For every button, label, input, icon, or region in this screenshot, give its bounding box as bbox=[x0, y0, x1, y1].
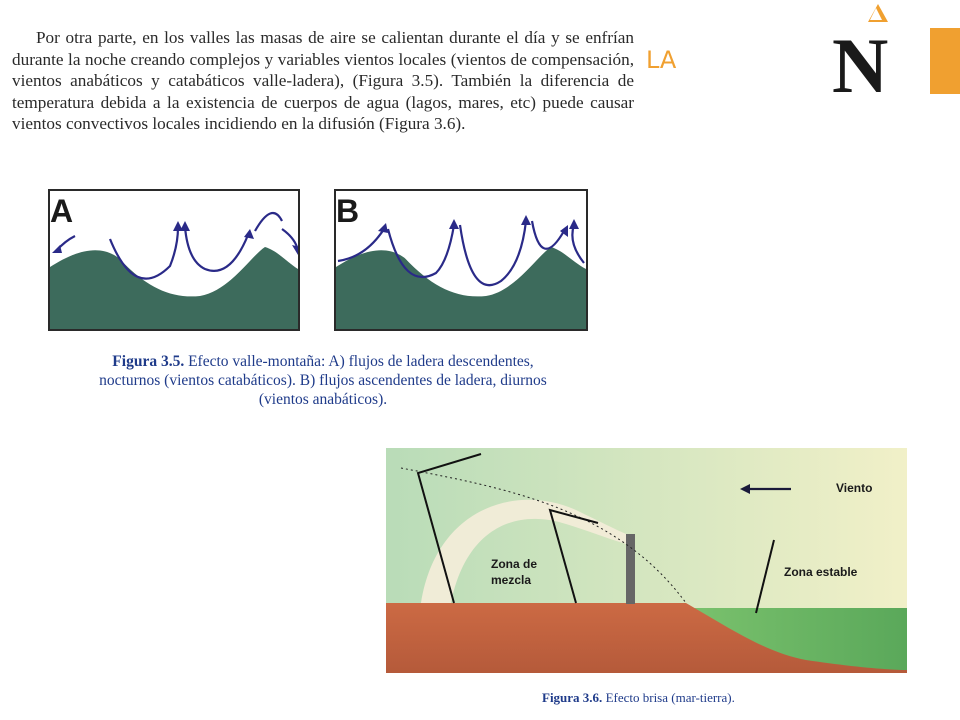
side-label: LA bbox=[646, 46, 677, 74]
logo-letter: N bbox=[832, 22, 889, 100]
logo bbox=[830, 0, 900, 100]
figure-3-5-caption-label: Figura 3.5. bbox=[112, 353, 185, 370]
figure-3-6 bbox=[386, 448, 907, 673]
figure-3-5-caption bbox=[88, 352, 558, 409]
figure-3-5-panel-a bbox=[48, 189, 300, 331]
mix-zone-label-line2: mezcla bbox=[491, 573, 532, 587]
figure-3-6-caption-label: Figura 3.6. bbox=[542, 690, 603, 705]
figure-3-5-panel-b bbox=[334, 189, 588, 331]
figure-3-6-caption bbox=[542, 690, 735, 706]
stable-zone-label: Zona estable bbox=[784, 565, 858, 579]
panel-b-letter: B bbox=[336, 193, 360, 229]
mix-zone-label-line1: Zona de bbox=[491, 557, 538, 571]
brand-bar bbox=[930, 28, 960, 94]
figure-3-5-caption-text: Efecto valle-montaña: A) flujos de ladera descendentes, nocturnos (vientos catabáticos). B) flujos ascendentes de ladera, diurnos (vientos anabáticos). bbox=[99, 353, 547, 408]
body-paragraph: Por otra parte, en los valles las masas de aire se calientan durante el día y se enfrían durante la noche creando complejos y variables vientos locales (vientos de compensación, vientos anabáticos y catabáticos valle-ladera), (Figura 3.5). También la diferencia de temperatura debida a la existencia de cuerpos de agua (lagos, mares, etc) puede causar vientos convectivos locales incidiendo en la difusión (Figura 3.6). bbox=[12, 28, 634, 134]
wind-label: Viento bbox=[836, 481, 873, 495]
figure-3-6-caption-text: Efecto brisa (mar-tierra). bbox=[605, 690, 735, 705]
panel-a-letter: A bbox=[50, 193, 74, 229]
